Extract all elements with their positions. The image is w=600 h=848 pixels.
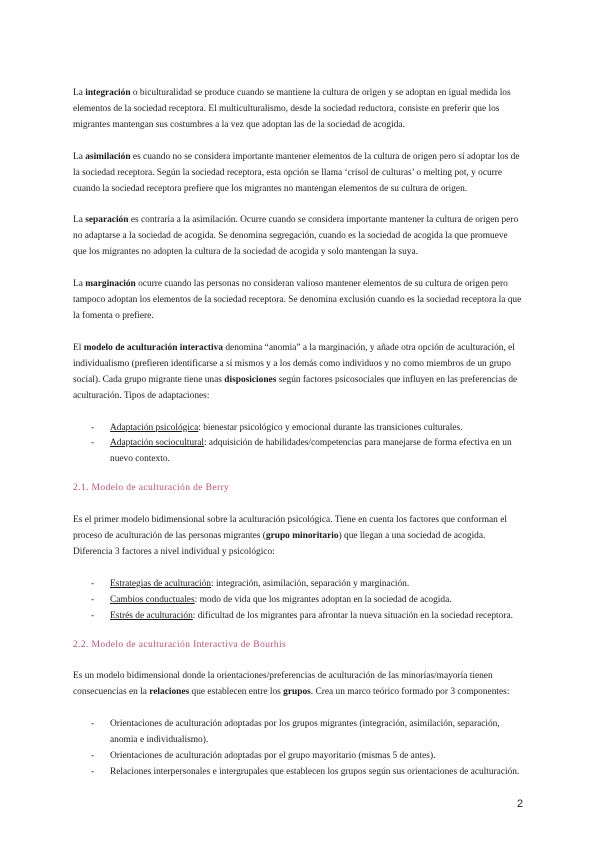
text: denomina “anomia” a la marginación, y añade otra opción de aculturación, el individualismo (prefieren identificarse a sí mismos y a los demás como individuos y no como miembros de un grupo social). Cada grupo migrante tiene unas [73, 342, 515, 385]
section-heading-bourhis: 2.2. Modelo de aculturación Interactiva de Bourhis [73, 638, 287, 650]
underlined-term: Adaptación sociocultural [110, 438, 204, 449]
bold-term: relaciones [149, 687, 190, 698]
list-item [73, 421, 523, 437]
paragraph-separacion [73, 213, 523, 261]
text: : bienestar psicológico y emocional durante las transiciones culturales. [198, 422, 463, 433]
bold-term: marginación [85, 279, 136, 290]
text: según factores psicosociales que influyen en las preferencias de aculturación. Tipos de adaptaciones: [73, 374, 518, 401]
text: : dificultad de los migrantes para afrontar la nueva situación en la sociedad receptora. [192, 610, 513, 621]
text: ocurre cuando las personas no consideran valioso mantener elementos de su cultura de origen pero tampoco adoptan los elementos de la sociedad receptora. Se denomina exclusión cuando es la sociedad receptora la que la fomenta o prefiere. [73, 279, 522, 321]
list-factores-berry [73, 577, 523, 625]
text: El [73, 342, 84, 353]
text: Es el primer modelo bidimensional sobre la aculturación psicológica. Tiene en cuenta los factores que conforman el proceso de aculturación de las personas migrantes ( [73, 515, 507, 542]
bold-term: disposiciones [224, 374, 277, 385]
text: es contraria a la asimilación. Ocurre cuando se considera importante mantener la cultura de origen pero no adaptarse a la sociedad de acogida. Se denomina segregación, cuando es la sociedad de acogida la que promueve que los migrantes no adopten la cultura de la sociedad de acogida y solo mantengan la suya. [73, 215, 519, 258]
bold-term: integración [85, 88, 131, 98]
paragraph-modelo-interactivo [73, 341, 523, 405]
text: Es un modelo bidimensional donde la orientaciones/preferencias de aculturación de las minorías/mayoría tienen consecuencias en la [73, 671, 493, 698]
list-item [73, 577, 523, 593]
list-adaptaciones [73, 421, 523, 469]
bold-term: asimilación [85, 151, 131, 162]
text: La [73, 151, 86, 162]
paragraph-asimilacion [73, 150, 523, 198]
underlined-term: Estrés de aculturación [110, 610, 193, 621]
list-item: - Orientaciones de aculturación adoptadas por los grupos migrantes (integración, asimilación, separación, anomia e individualismo). [73, 717, 523, 749]
paragraph-marginacion [73, 277, 523, 325]
list-item: - Relaciones interpersonales e intergrupales que establecen los grupos según sus orientaciones de aculturación. [73, 765, 523, 781]
list-item [73, 436, 523, 468]
text: La [73, 88, 86, 98]
underlined-term: Adaptación psicológica [110, 422, 199, 433]
bold-term: modelo de aculturación interactiva [83, 342, 223, 353]
document-body [73, 86, 523, 793]
bold-term: grupos [283, 687, 311, 698]
text: que establecen entre los [189, 687, 284, 698]
text: es cuando no se considera importante mantener elementos de la cultura de origen pero sí adoptar los de la sociedad receptora. Según la sociedad receptora, esta opción se llama ‘crisol de culturas’ o melting pot, y ocurre cuando la sociedad receptora prefiere que los migrantes no mantengan elementos de su cultura de origen. [73, 151, 520, 194]
list-item [73, 593, 523, 609]
text: La [73, 215, 86, 226]
text: ) que llegan a una sociedad de acogida. Diferencia 3 factores a nivel individual y psicológico: [73, 531, 486, 557]
paragraph-bourhis [73, 669, 523, 701]
section-heading-berry: 2.1. Modelo de aculturación de Berry [73, 482, 230, 494]
list-item [73, 609, 523, 625]
paragraph-berry [73, 513, 523, 561]
underlined-term: Estrategias de aculturación [110, 578, 211, 589]
text: : integración, asimilación, separación y marginación. [211, 578, 410, 589]
text: La [73, 279, 86, 290]
page-number: 2 [517, 798, 524, 810]
text: . Crea un marco teórico formado por 3 componentes: [310, 687, 510, 698]
list-componentes-bourhis [73, 717, 523, 781]
paragraph-integracion [73, 86, 523, 134]
text: : adquisición de habilidades/competencias para manejarse de forma efectiva en un nuevo contexto. [110, 438, 512, 465]
bold-term: grupo minoritario [265, 531, 339, 542]
bold-term: separación [85, 215, 129, 226]
text: : modo de vida que los migrantes adoptan en la sociedad de acogida. [194, 594, 452, 605]
underlined-term: Cambios conductuales [110, 594, 195, 605]
list-item: - Orientaciones de aculturación adoptadas por el grupo mayoritario (mismas 5 de antes). [73, 749, 523, 765]
text: o biculturalidad se produce cuando se mantiene la cultura de origen y se adoptan en igual medida los elementos de la sociedad receptora. El multiculturalismo, desde la sociedad reductora, consiste en preferir que los migrantes mantengan sus costumbres a la vez que adoptan las de la sociedad de acogida. [73, 88, 511, 130]
